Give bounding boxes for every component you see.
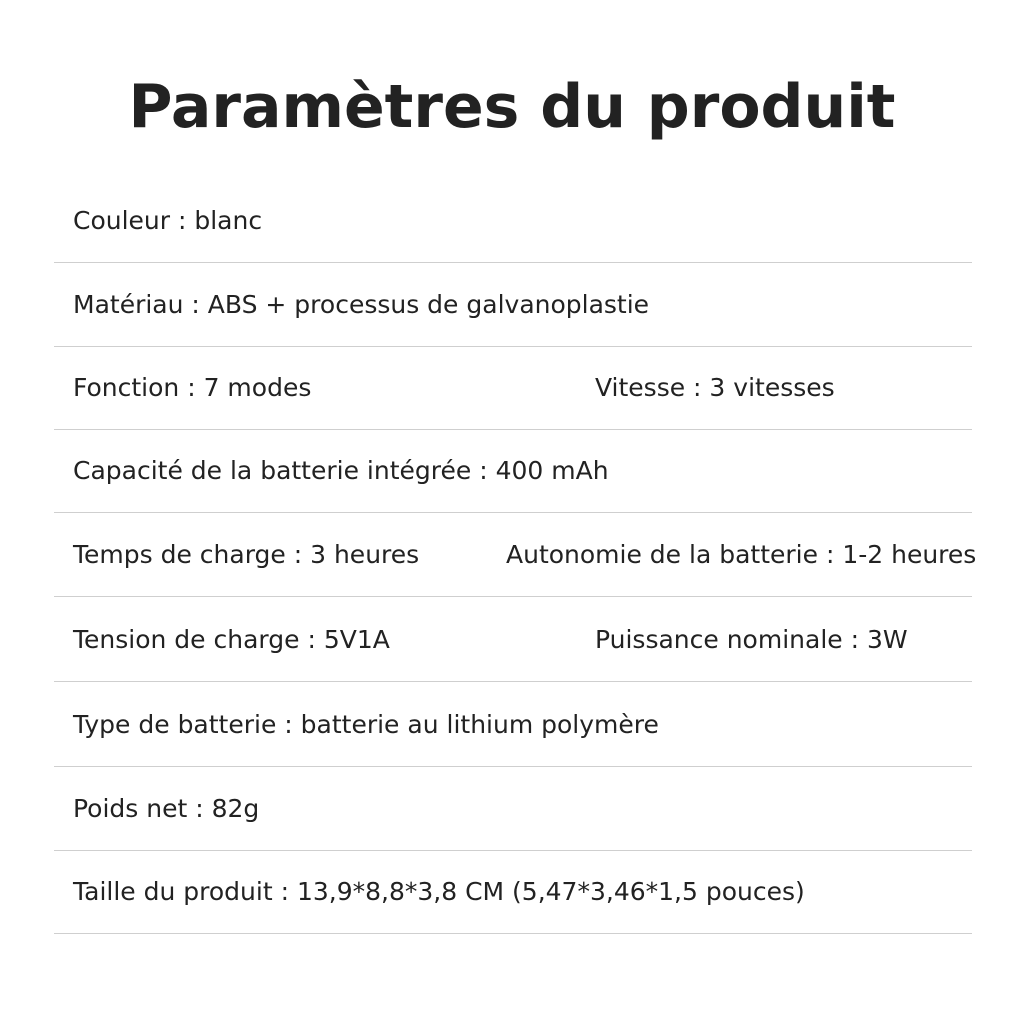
parameter-product-size: Taille du produit : 13,9*8,8*3,8 CM (5,47*3,46*1,5 pouces) xyxy=(73,877,805,906)
parameter-function: Fonction : 7 modes xyxy=(73,373,312,402)
parameter-charge-time: Temps de charge : 3 heures xyxy=(73,540,420,569)
parameter-battery-autonomy: Autonomie de la batterie : 1-2 heures xyxy=(506,540,977,569)
parameter-rated-power: Puissance nominale : 3W xyxy=(595,625,908,654)
parameter-row-net-weight xyxy=(54,767,972,851)
parameter-color: Couleur : blanc xyxy=(73,206,263,235)
parameter-speed: Vitesse : 3 vitesses xyxy=(595,373,835,402)
page-title: Paramètres du produit xyxy=(128,72,896,142)
parameter-battery-type: Type de batterie : batterie au lithium polymère xyxy=(73,710,659,739)
parameter-row-material xyxy=(54,263,972,347)
parameter-row-battery-type xyxy=(54,683,972,767)
parameter-material: Matériau : ABS + processus de galvanoplastie xyxy=(73,290,650,319)
parameter-battery-capacity: Capacité de la batterie intégrée : 400 mAh xyxy=(73,456,609,485)
parameter-row-function-speed xyxy=(54,346,972,430)
parameter-row-charge-time-autonomy xyxy=(54,513,977,597)
parameter-row-color xyxy=(54,179,972,263)
parameter-net-weight: Poids net : 82g xyxy=(73,794,260,823)
parameter-row-battery-capacity xyxy=(54,429,972,513)
parameter-charge-voltage: Tension de charge : 5V1A xyxy=(73,625,390,654)
parameter-row-voltage-power xyxy=(54,598,972,682)
parameter-row-product-size xyxy=(54,850,972,934)
